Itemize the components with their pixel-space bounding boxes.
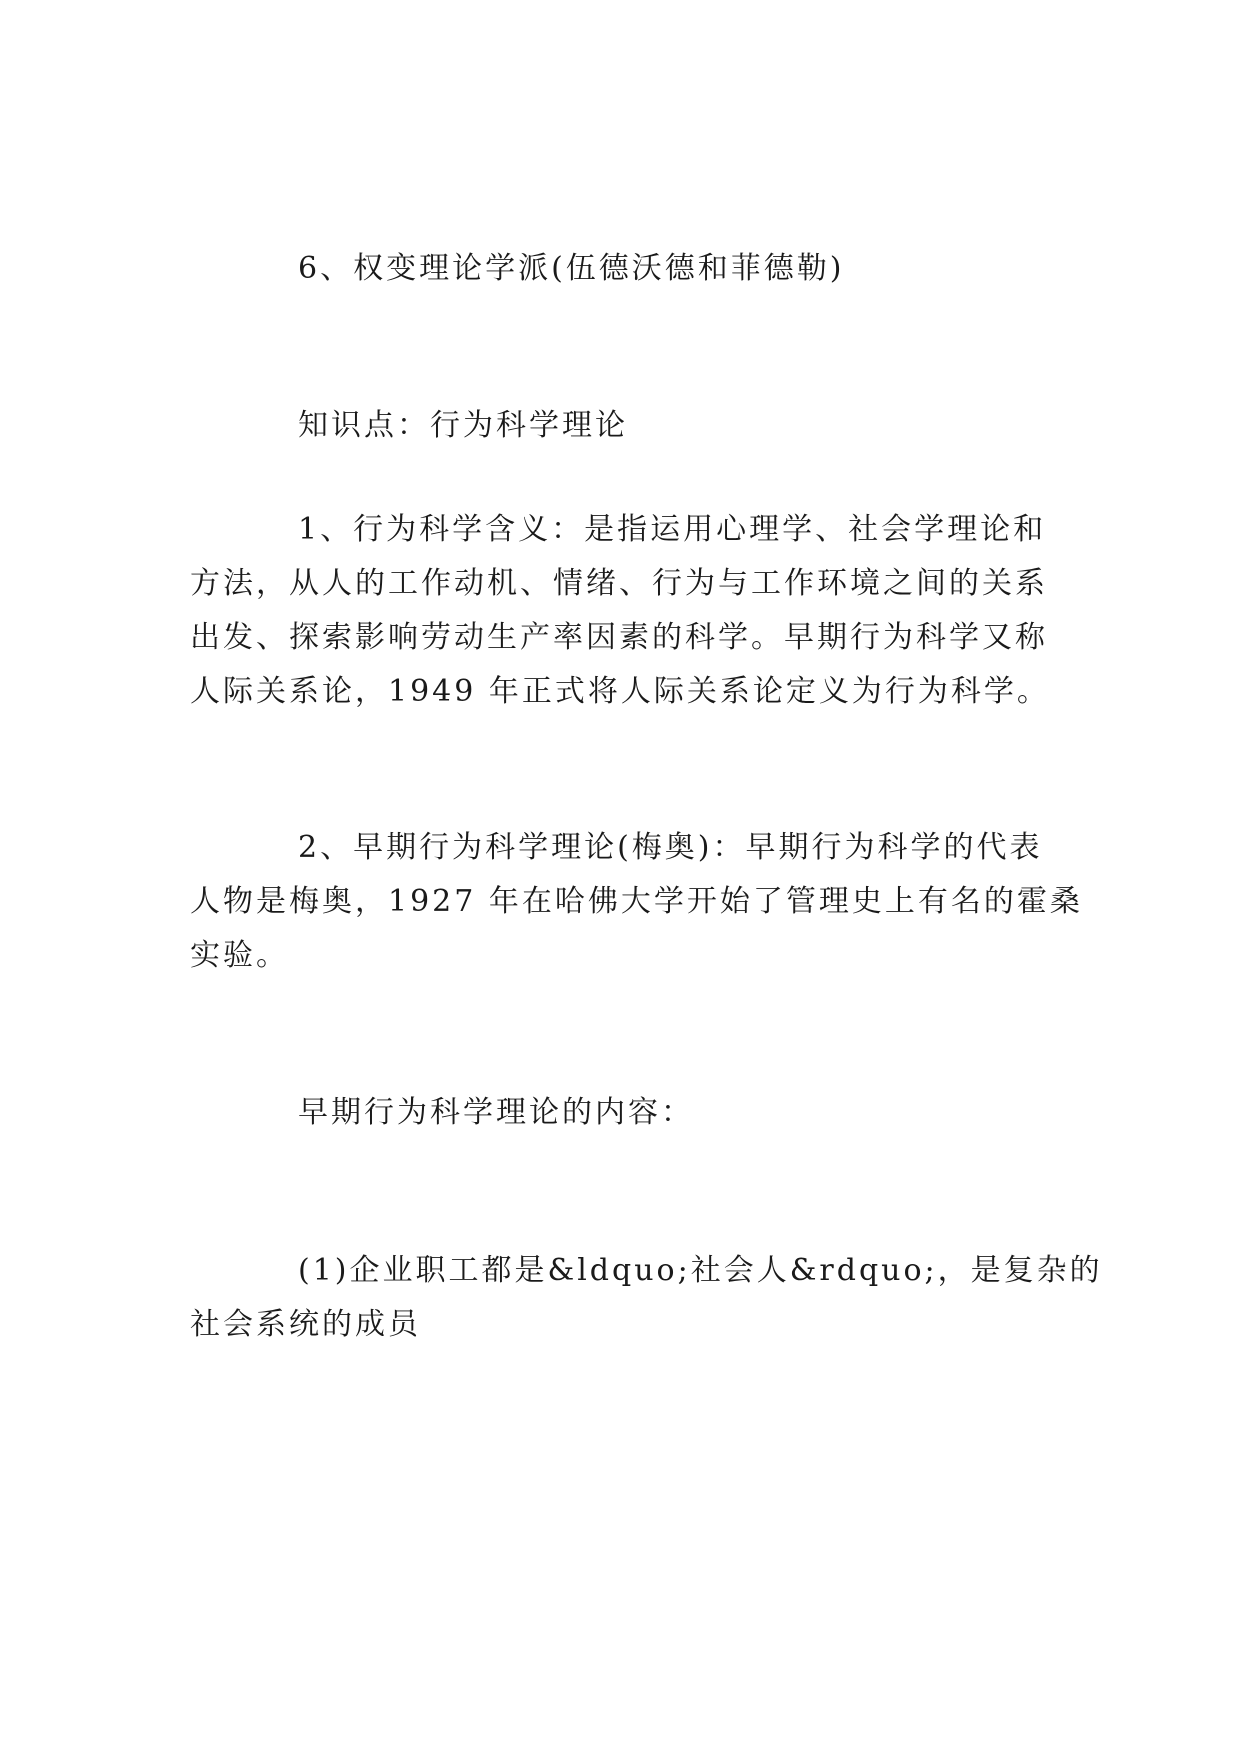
paragraph-1-line-4: 人际关系论，1949 年正式将人际关系论定义为行为科学。 [190,674,1050,709]
heading-contingency-school: 6、权变理论学派(伍德沃德和菲德勒) [298,251,845,286]
knowledge-point-heading: 知识点：行为科学理论 [298,408,628,443]
paragraph-3-line-2: 社会系统的成员 [190,1307,421,1342]
paragraph-2-line-2: 人物是梅奥，1927 年在哈佛大学开始了管理史上有名的霍桑 [190,884,1083,919]
theory-content-heading: 早期行为科学理论的内容： [298,1095,694,1130]
paragraph-2-line-1: 2、早期行为科学理论(梅奥)：早期行为科学的代表 [298,830,1043,865]
paragraph-1-line-3: 出发、探索影响劳动生产率因素的科学。早期行为科学又称 [190,620,1048,655]
paragraph-3-line-1: (1)企业职工都是&ldquo;社会人&rdquo;，是复杂的 [298,1253,1103,1288]
paragraph-1-line-2: 方法，从人的工作动机、情绪、行为与工作环境之间的关系 [190,566,1048,601]
paragraph-2-line-3: 实验。 [190,938,289,973]
paragraph-1-line-1: 1、行为科学含义：是指运用心理学、社会学理论和 [298,512,1047,547]
